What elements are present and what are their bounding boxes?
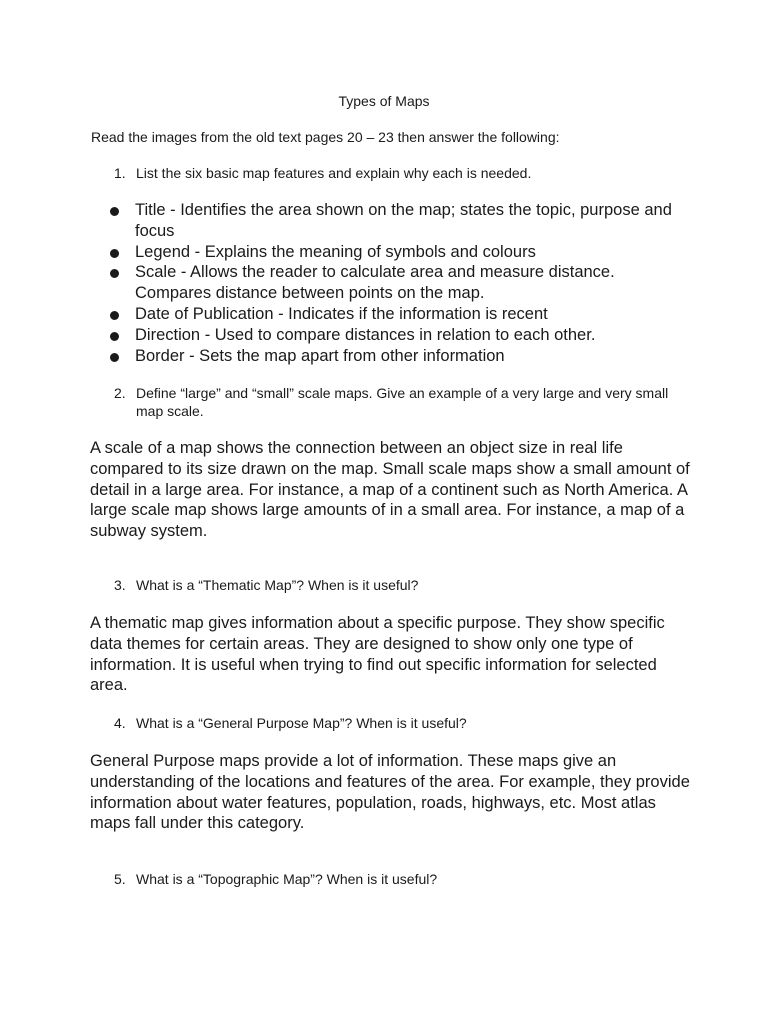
question-text: Define “large” and “small” scale maps. Give an example of a very large and very small map scale.: [136, 385, 669, 419]
answer-general-purpose: General Purpose maps provide a lot of information. These maps give an understanding of the locations and features of the area. For example, they provide information about water features, population, roads, highways, etc. Most atlas maps fall under this category.: [90, 752, 690, 833]
bullet-icon: [110, 207, 119, 216]
feature-text: Title - Identifies the area shown on the map; states the topic, purpose and focus: [135, 201, 672, 240]
bullet-icon: [110, 332, 119, 341]
question-text: What is a “Topographic Map”? When is it useful?: [136, 871, 438, 887]
question-text: List the six basic map features and explain why each is needed.: [136, 165, 532, 181]
bullet-icon: [110, 249, 119, 258]
feature-text: Date of Publication - Indicates if the information is recent: [135, 304, 548, 323]
list-item: [110, 304, 680, 325]
page-title: Types of Maps: [338, 93, 430, 109]
question-2: [114, 384, 684, 420]
list-item: [110, 242, 680, 263]
question-number: 5.: [114, 871, 126, 887]
question-4: [114, 714, 684, 732]
feature-text: Legend - Explains the meaning of symbols and colours: [135, 242, 536, 261]
list-item: [110, 200, 680, 242]
bullet-icon: [110, 269, 119, 278]
feature-text: Scale - Allows the reader to calculate area and measure distance. Compares distance between points on the map.: [135, 263, 615, 303]
question-number: 1.: [114, 165, 126, 181]
list-item: [110, 346, 680, 367]
feature-text: Border - Sets the map apart from other information: [135, 346, 505, 365]
feature-text: Direction - Used to compare distances in relation to each other.: [135, 325, 596, 344]
bullet-icon: [110, 353, 119, 362]
question-text: What is a “General Purpose Map”? When is it useful?: [136, 715, 467, 731]
question-text: What is a “Thematic Map”? When is it useful?: [136, 577, 419, 593]
bullet-icon: [110, 311, 119, 320]
question-5: [114, 870, 684, 888]
answer-thematic: A thematic map gives information about a specific purpose. They show specific data themes for certain areas. They are designed to show only one type of information. It is useful when trying to find out specific information for selected area.: [90, 614, 665, 695]
map-features-list: [110, 200, 680, 366]
intro-instruction: Read the images from the old text pages 20 – 23 then answer the following:: [91, 129, 560, 145]
list-item: [110, 262, 680, 304]
question-number: 4.: [114, 715, 126, 731]
question-number: 3.: [114, 577, 126, 593]
list-item: [110, 325, 680, 346]
question-1: [114, 164, 684, 182]
question-3: [114, 576, 684, 594]
question-number: 2.: [114, 385, 126, 401]
answer-scale: A scale of a map shows the connection between an object size in real life compared to its size drawn on the map. Small scale maps show a small amount of detail in a large area. For instance, a map of a continent such as North America. A large scale map shows large amounts of in a small area. For instance, a map of a subway system.: [90, 439, 690, 541]
